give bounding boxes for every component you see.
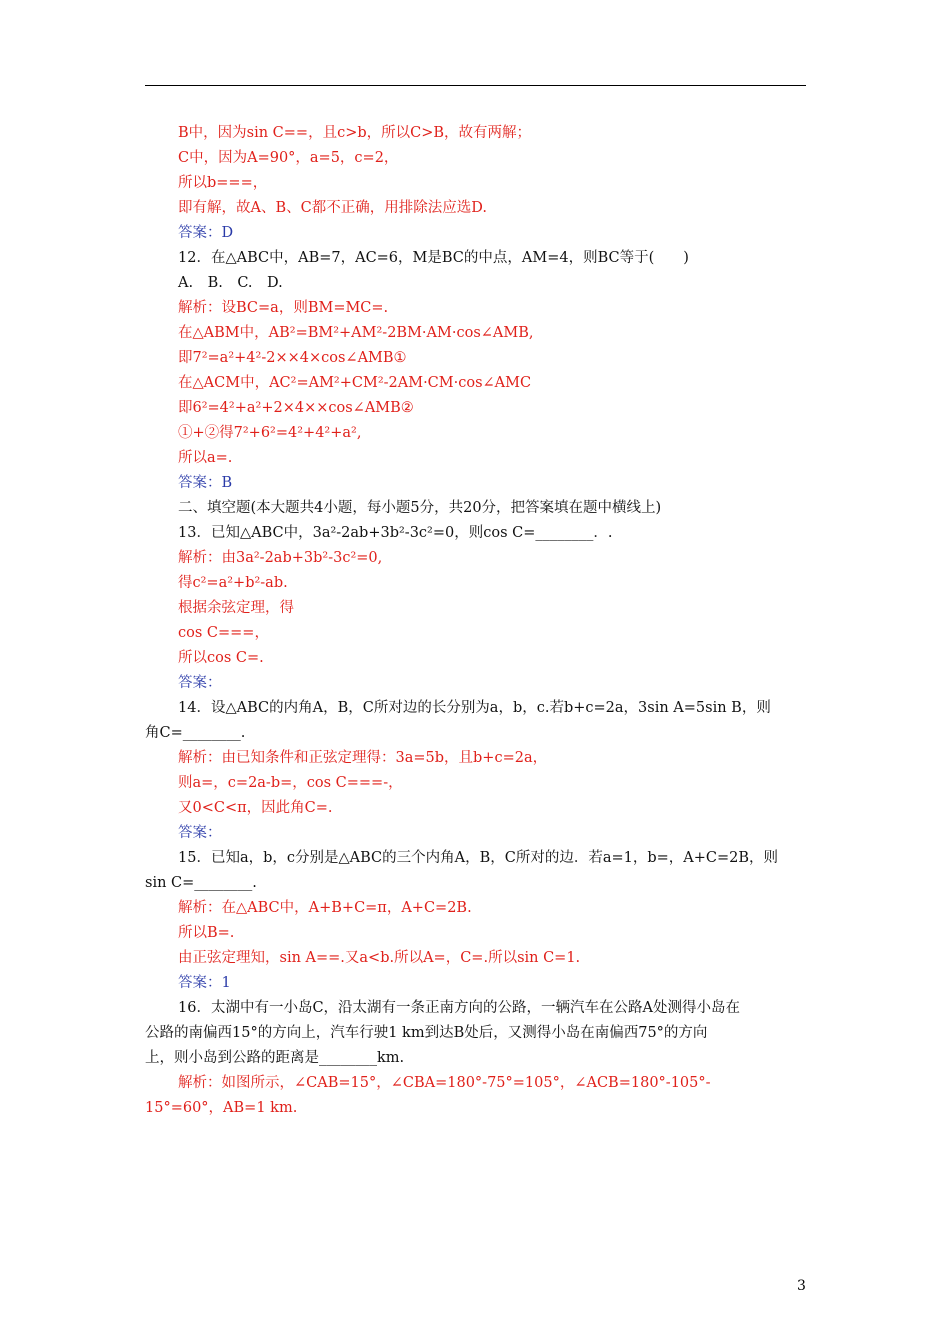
text-line: 13．已知△ABC中，3a²-2ab+3b²-3c²=0，则cos C=________．.: [178, 525, 613, 541]
text-line: 15．已知a，b，c分别是△ABC的三个内角A，B，C所对的边．若a=1，b=，A+C=2B，则: [178, 850, 779, 866]
text-line: 由正弦定理知，sin A==.又a<b.所以A=，C=.所以sin C=1.: [178, 950, 581, 966]
text-line: 16．太湖中有一小岛C，沿太湖有一条正南方向的公路，一辆汽车在公路A处测得小岛在: [178, 1000, 741, 1016]
text-line: 12．在△ABC中，AB=7，AC=6，M是BC的中点，AM=4，则BC等于( ): [178, 250, 689, 266]
text-line: ①+②得7²+6²=4²+4²+a²,: [178, 425, 362, 441]
header-rule: [145, 85, 806, 86]
text-line: 又0<C<π，因此角C=.: [178, 800, 333, 816]
text-line: 解析：由3a²-2ab+3b²-3c²=0,: [178, 550, 383, 566]
text-line: 解析：在△ABC中，A+B+C=π，A+C=2B.: [178, 900, 472, 916]
text-line: 解析：如图所示，∠CAB=15°，∠CBA=180°-75°=105°，∠ACB=180°-105°-: [178, 1075, 711, 1091]
text-line: B中，因为sin C==，且c>b，所以C>B，故有两解；: [178, 125, 532, 141]
text-line: 所以b===，: [178, 175, 268, 191]
text-line: 14．设△ABC的内角A，B，C所对边的长分别为a，b，c.若b+c=2a，3sin A=5sin B，则: [178, 700, 771, 716]
text-line: C中，因为A=90°，a=5，c=2，: [178, 150, 399, 166]
text-line: 即有解，故A、B、C都不正确，用排除法应选D.: [178, 200, 487, 216]
text-line: 答案：: [178, 825, 222, 841]
text-line: 在△ACM中，AC²=AM²+CM²-2AM·CM·cos∠AMC: [178, 375, 532, 391]
page-number: 3: [797, 1278, 806, 1294]
text-line: 所以B=.: [178, 925, 235, 941]
text-line: 答案：1: [178, 975, 231, 991]
text-line: 15°=60°，AB=1 km.: [145, 1100, 298, 1116]
text-line: 角C=________.: [145, 725, 246, 741]
text-line: 得c²=a²+b²-ab.: [178, 575, 288, 591]
text-line: 上，则小岛到公路的距离是________km.: [145, 1050, 405, 1066]
text-line: 二、填空题(本大题共4小题，每小题5分，共20分，把答案填在题中横线上): [178, 500, 662, 516]
text-line: cos C===，: [178, 625, 269, 641]
text-line: 公路的南偏西15°的方向上，汽车行驶1 km到达B处后，又测得小岛在南偏西75°的方向: [145, 1025, 708, 1041]
text-line: 即7²=a²+4²-2××4×cos∠AMB①: [178, 350, 407, 366]
text-line: 解析：由已知条件和正弦定理得：3a=5b，且b+c=2a，: [178, 750, 548, 766]
text-line: 根据余弦定理，得: [178, 600, 294, 616]
text-line: 答案：: [178, 675, 222, 691]
text-line: sin C=________.: [145, 875, 257, 891]
text-line: A. B. C. D.: [178, 275, 283, 291]
text-line: 所以cos C=.: [178, 650, 264, 666]
text-line: 答案：D: [178, 225, 234, 241]
text-line: 在△ABM中，AB²=BM²+AM²-2BM·AM·cos∠AMB,: [178, 325, 534, 341]
text-line: 所以a=.: [178, 450, 233, 466]
text-line: 答案：B: [178, 475, 233, 491]
text-line: 解析：设BC=a，则BM=MC=.: [178, 300, 389, 316]
text-line: 即6²=4²+a²+2×4××cos∠AMB②: [178, 400, 414, 416]
text-line: 则a=，c=2a-b=，cos C===-，: [178, 775, 403, 791]
